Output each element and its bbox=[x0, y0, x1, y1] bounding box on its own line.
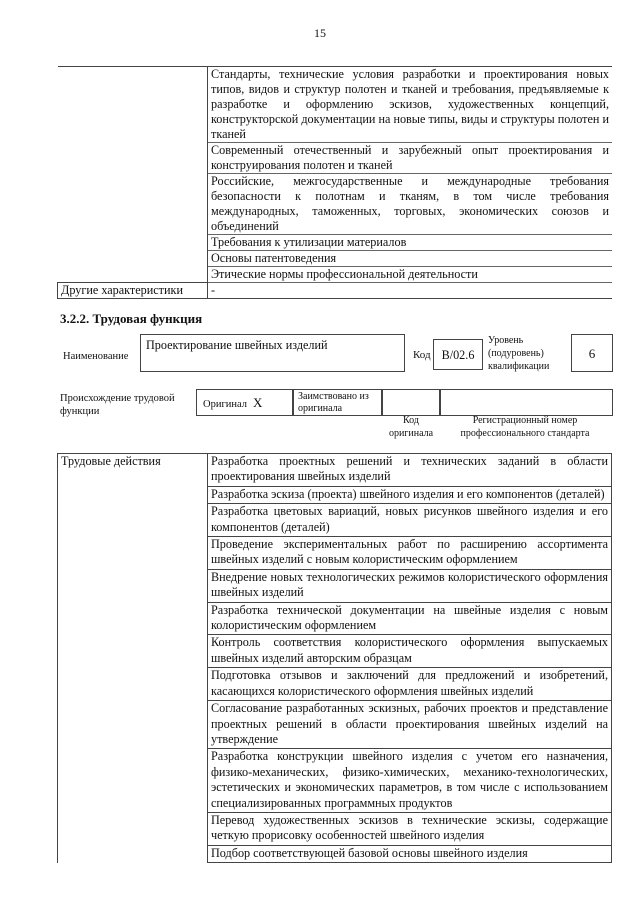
borrowed-box: Заимствовано из оригинала bbox=[293, 389, 382, 416]
name-label: Наименование bbox=[63, 351, 129, 362]
original-label: Оригинал bbox=[203, 399, 247, 410]
table-row bbox=[58, 267, 613, 283]
other-characteristics-value: - bbox=[208, 283, 613, 299]
table-cell: Этические нормы профессиональной деятельности bbox=[208, 267, 613, 283]
table-row bbox=[58, 67, 613, 143]
labor-actions-table bbox=[57, 453, 612, 863]
table-row bbox=[58, 251, 613, 267]
labor-actions-label: Трудовые действия bbox=[58, 454, 208, 863]
labor-action-item: Внедрение новых технологических режимов колористического оформления швейных изделий bbox=[208, 569, 612, 602]
code-original-caption: Код оригинала bbox=[388, 415, 434, 439]
qualification-level-box: 6 bbox=[571, 334, 613, 372]
table-row bbox=[58, 454, 612, 487]
table-row bbox=[58, 174, 613, 235]
original-code-box bbox=[382, 389, 440, 416]
table-cell: Современный отечественный и зарубежный опыт проектирования и конструирования полотен и тканей bbox=[208, 143, 613, 174]
code-value-box: B/02.6 bbox=[433, 339, 483, 370]
labor-action-item: Разработка эскиза (проекта) швейного изделия и его компонентов (деталей) bbox=[208, 486, 612, 503]
table-row bbox=[58, 143, 613, 174]
labor-action-item: Подбор соответствующей базовой основы швейного изделия bbox=[208, 845, 612, 862]
origin-label: Происхождение трудовой функции bbox=[60, 393, 175, 417]
qualification-level-label: Уровень (подуровень) квалификации bbox=[488, 335, 550, 372]
table-cell: Стандарты, технические условия разработки и проектирования новых типов, видов и структур полотен и тканей и требования, предъявляемые к разработке и оформлению эскизов, художественных концепций, конструкторской документации на новые типы, виды и структуры полотен и тканей bbox=[208, 67, 613, 143]
other-characteristics-label: Другие характеристики bbox=[58, 283, 208, 299]
labor-action-item: Разработка конструкции швейного изделия с учетом его назначения, физико-механических, физико-химических, механико-технологических, эстетических и экономических параметров, в том числе с использованием специализированных программных продуктов bbox=[208, 749, 612, 813]
original-box bbox=[196, 389, 293, 416]
knowledge-table bbox=[57, 66, 612, 299]
labor-action-item: Разработка цветовых вариаций, новых рисунков швейного изделия и его компонентов (деталей) bbox=[208, 504, 612, 537]
code-label: Код bbox=[413, 349, 431, 361]
registration-number-caption: Регистрационный номер профессионального стандарта bbox=[460, 415, 590, 439]
labor-action-item: Контроль соответствия колористического оформления выпускаемых швейных изделий авторским образцам bbox=[208, 635, 612, 668]
table-cell: Требования к утилизации материалов bbox=[208, 235, 613, 251]
table-cell: Основы патентоведения bbox=[208, 251, 613, 267]
labor-action-item: Проведение экспериментальных работ по расширению ассортимента швейных изделий с новым колористическим оформлением bbox=[208, 537, 612, 570]
labor-action-item: Разработка технической документации на швейные изделия с новым колористическим оформлением bbox=[208, 602, 612, 635]
table-cell: Российские, межгосударственные и международные требования безопасности к полотнам и тканям, в том числе требования международных, таможенных, торговых, экономических союзов и объединений bbox=[208, 174, 613, 235]
other-characteristics-row bbox=[58, 283, 613, 299]
page-number: 15 bbox=[314, 26, 326, 40]
table-row bbox=[58, 235, 613, 251]
labor-action-item: Подготовка отзывов и заключений для предложений и изобретений, касающихся колористического оформления швейных изделий bbox=[208, 668, 612, 701]
function-name-box: Проектирование швейных изделий bbox=[140, 334, 405, 372]
section-title: 3.2.2. Трудовая функция bbox=[60, 311, 203, 326]
labor-action-item: Перевод художественных эскизов в технические эскизы, содержащие четкую прорисовку особенностей швейного изделия bbox=[208, 812, 612, 845]
labor-action-item: Согласование разработанных эскизных, рабочих проектов и представление проектных решений в области проектирования швейных изделий на утверждение bbox=[208, 701, 612, 749]
labor-action-item: Разработка проектных решений и технических заданий в области проектирования швейных изделий bbox=[208, 454, 612, 487]
registration-number-box bbox=[440, 389, 613, 416]
original-mark: X bbox=[253, 395, 263, 410]
